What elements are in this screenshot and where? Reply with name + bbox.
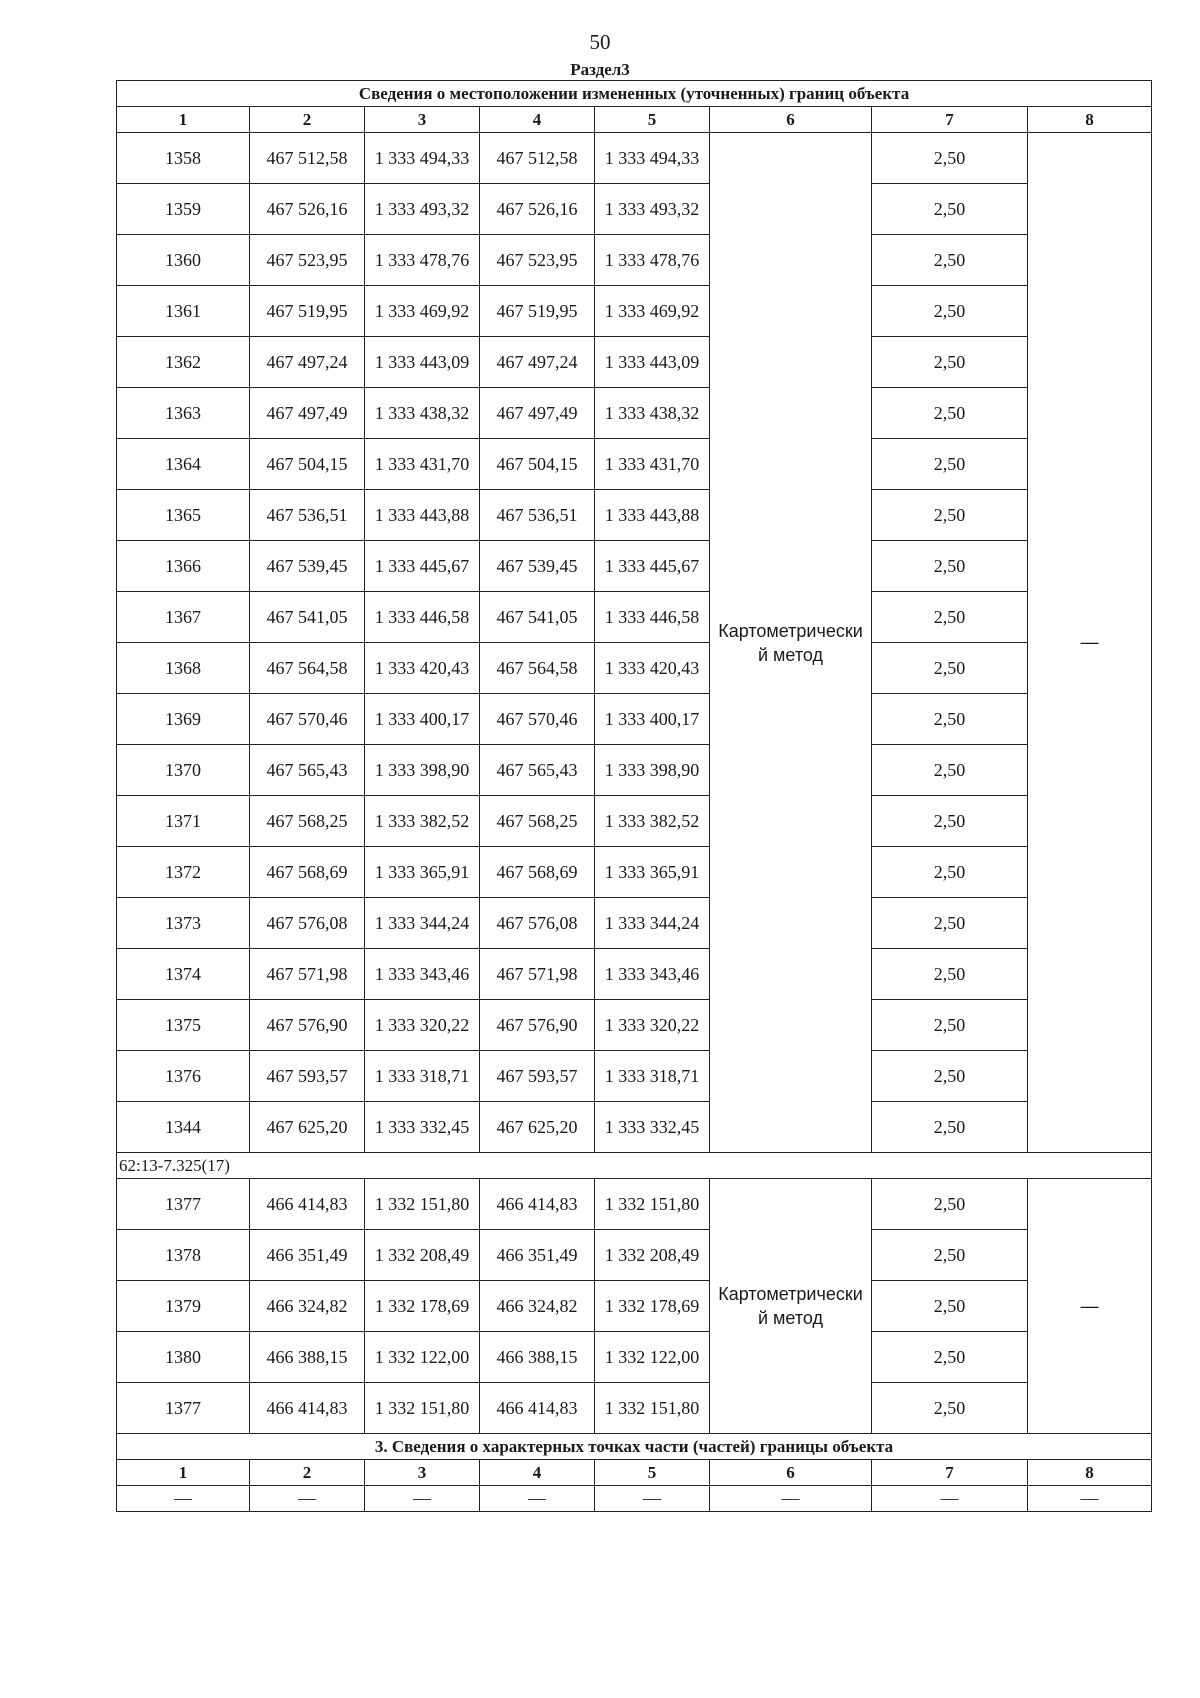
column-number: 5 [595,1460,710,1486]
column-number: 3 [365,107,480,133]
table-cell: 1 333 446,58 [595,592,710,643]
column-number: 1 [117,107,250,133]
table-cell: 1 333 446,58 [365,592,480,643]
table-cell: 1 333 494,33 [595,133,710,184]
table-cell: 2,50 [872,1383,1028,1434]
table-cell: 1 333 469,92 [595,286,710,337]
table-cell: 1 333 318,71 [365,1051,480,1102]
table-cell: 1379 [117,1281,250,1332]
table-cell: 467 565,43 [250,745,365,796]
table-cell: 2,50 [872,439,1028,490]
table-cell: 1 333 400,17 [365,694,480,745]
table-cell: 1 333 478,76 [365,235,480,286]
table-cell: 1 333 344,24 [595,898,710,949]
table-row [117,235,1152,286]
table-cell: 1 333 400,17 [595,694,710,745]
table-cell: 466 351,49 [480,1230,595,1281]
table-cell: 466 414,83 [250,1179,365,1230]
table-cell: 467 576,90 [480,1000,595,1051]
table-cell: 1 333 438,32 [365,388,480,439]
column-numbers-row [117,1460,1152,1486]
table-cell: 1 333 443,88 [365,490,480,541]
table-cell: 466 414,83 [480,1383,595,1434]
table-row [117,439,1152,490]
table-cell: 1371 [117,796,250,847]
table-cell: 1358 [117,133,250,184]
column-number: 1 [117,1460,250,1486]
table-cell: 2,50 [872,133,1028,184]
table-row [117,1179,1152,1230]
table-cell: 467 576,08 [480,898,595,949]
table-cell: 1365 [117,490,250,541]
table-row [117,1281,1152,1332]
table-cell: 1 333 443,88 [595,490,710,541]
table-cell: 1 333 332,45 [595,1102,710,1153]
table-row [117,1383,1152,1434]
table-cell: 1372 [117,847,250,898]
table-row [117,796,1152,847]
table-cell: 467 625,20 [480,1102,595,1153]
table-row [117,745,1152,796]
column-number: 6 [710,1460,872,1486]
table-cell: 1 333 382,52 [595,796,710,847]
table-cell: 466 388,15 [480,1332,595,1383]
table-cell: 1 333 344,24 [365,898,480,949]
table-cell: 1344 [117,1102,250,1153]
table-cell: 467 512,58 [250,133,365,184]
column-number: 7 [872,1460,1028,1486]
table-cell: 1374 [117,949,250,1000]
note-cell: — [1028,1179,1152,1434]
table-cell: 1364 [117,439,250,490]
table-cell: 1 332 151,80 [365,1383,480,1434]
table-cell: 467 526,16 [480,184,595,235]
table-cell: 467 497,49 [480,388,595,439]
table-cell: 2,50 [872,1332,1028,1383]
table-cell: 467 593,57 [250,1051,365,1102]
table-row [117,1000,1152,1051]
table-cell: 467 625,20 [250,1102,365,1153]
table-cell: 467 570,46 [250,694,365,745]
table-row [117,694,1152,745]
table-cell: 1360 [117,235,250,286]
table-cell: 467 539,45 [250,541,365,592]
table-cell: 1378 [117,1230,250,1281]
table-row [117,133,1152,184]
table-cell: 467 576,90 [250,1000,365,1051]
table-cell: 1 332 178,69 [365,1281,480,1332]
column-number: 8 [1028,1460,1152,1486]
table-cell: 1 332 208,49 [595,1230,710,1281]
table-cell: 467 570,46 [480,694,595,745]
table-cell: 467 504,15 [250,439,365,490]
table-cell: 1 332 151,80 [365,1179,480,1230]
dash-cell: — [872,1486,1028,1512]
table-row [117,898,1152,949]
table-row [117,337,1152,388]
part3-data-row [117,1486,1152,1512]
column-number: 5 [595,107,710,133]
table-cell: 467 519,95 [250,286,365,337]
column-number: 8 [1028,107,1152,133]
table-cell: 1 333 398,90 [365,745,480,796]
table-cell: 1373 [117,898,250,949]
table-cell: 1375 [117,1000,250,1051]
table-cell: 2,50 [872,235,1028,286]
table-cell: 1 332 122,00 [365,1332,480,1383]
table-cell: 467 497,24 [250,337,365,388]
column-number: 4 [480,107,595,133]
table-cell: 1 333 382,52 [365,796,480,847]
table-cell: 467 541,05 [250,592,365,643]
table-row [117,1051,1152,1102]
table-row [117,490,1152,541]
table-cell: 1367 [117,592,250,643]
table-cell: 2,50 [872,1051,1028,1102]
table-cell: 1368 [117,643,250,694]
table-cell: 2,50 [872,184,1028,235]
table-row [117,1102,1152,1153]
method-text-line1: Картометрически [718,1284,863,1304]
table-cell: 2,50 [872,490,1028,541]
table-cell: 2,50 [872,898,1028,949]
table-cell: 1 333 398,90 [595,745,710,796]
table-cell: 467 564,58 [250,643,365,694]
table-cell: 1 333 443,09 [365,337,480,388]
table-cell: 2,50 [872,286,1028,337]
table-row [117,592,1152,643]
table-cell: 1 333 343,46 [365,949,480,1000]
table-cell: 2,50 [872,643,1028,694]
table-cell: 467 512,58 [480,133,595,184]
table-cell: 467 526,16 [250,184,365,235]
table-cell: 1 332 122,00 [595,1332,710,1383]
table-cell: 466 351,49 [250,1230,365,1281]
table-cell: 2,50 [872,847,1028,898]
table-cell: 2,50 [872,1102,1028,1153]
table-cell: 1370 [117,745,250,796]
table-cell: 1 333 438,32 [595,388,710,439]
table-cell: 1 333 494,33 [365,133,480,184]
table-cell: 467 571,98 [250,949,365,1000]
column-number: 3 [365,1460,480,1486]
table-row [117,1332,1152,1383]
table-row [117,388,1152,439]
table-cell: 467 523,95 [480,235,595,286]
table-cell: 1 333 320,22 [365,1000,480,1051]
table-cell: 467 523,95 [250,235,365,286]
table-cell: 1 333 431,70 [365,439,480,490]
table-cell: 467 568,69 [250,847,365,898]
table-cell: 466 414,83 [480,1179,595,1230]
dash-cell: — [117,1486,250,1512]
table-cell: 1376 [117,1051,250,1102]
column-number: 2 [250,1460,365,1486]
table-row [117,286,1152,337]
table-cell: 2,50 [872,745,1028,796]
part3-title-row [117,1434,1152,1460]
dash-cell: — [365,1486,480,1512]
table-cell: 467 519,95 [480,286,595,337]
table-cell: 2,50 [872,592,1028,643]
table-cell: 467 564,58 [480,643,595,694]
table-cell: 1366 [117,541,250,592]
table-cell: 1 333 420,43 [365,643,480,694]
table-row [117,643,1152,694]
page-number: 50 [589,30,611,54]
table-cell: 466 324,82 [250,1281,365,1332]
table-title: Сведения о местоположении измененных (уточненных) границ объекта [117,81,1152,107]
table-row [117,184,1152,235]
table-cell: 2,50 [872,1000,1028,1051]
table-cell: 1 333 478,76 [595,235,710,286]
table-cell: 1 333 469,92 [365,286,480,337]
column-numbers-row [117,107,1152,133]
table-cell: 1 333 318,71 [595,1051,710,1102]
table-cell: 1377 [117,1383,250,1434]
method-cell [710,133,872,1153]
table-cell: 1 333 365,91 [595,847,710,898]
method-cell [710,1179,872,1434]
table-cell: 1362 [117,337,250,388]
table-cell: 1 332 178,69 [595,1281,710,1332]
boundary-table [116,80,1152,1512]
table-cell: 467 539,45 [480,541,595,592]
table-row [117,847,1152,898]
table-cell: 466 388,15 [250,1332,365,1383]
table-cell: 2,50 [872,1281,1028,1332]
table-cell: 1359 [117,184,250,235]
table-cell: 2,50 [872,1230,1028,1281]
table-cell: 467 565,43 [480,745,595,796]
table-cell: 1 333 443,09 [595,337,710,388]
table-cell: 1380 [117,1332,250,1383]
table-cell: 1 333 365,91 [365,847,480,898]
table-cell: 466 324,82 [480,1281,595,1332]
parcel-label: 62:13-7.325(17) [117,1153,1152,1179]
table-cell: 467 593,57 [480,1051,595,1102]
table-cell: 1 333 320,22 [595,1000,710,1051]
dash-cell: — [595,1486,710,1512]
dash-cell: — [710,1486,872,1512]
table-cell: 1 333 445,67 [365,541,480,592]
table-row [117,541,1152,592]
method-text-line1: Картометрически [718,620,863,641]
table-cell: 2,50 [872,694,1028,745]
table-cell: 1363 [117,388,250,439]
table-cell: 2,50 [872,949,1028,1000]
table-cell: 1 332 208,49 [365,1230,480,1281]
table-cell: 467 497,24 [480,337,595,388]
table-cell: 1 333 493,32 [365,184,480,235]
table-row [117,949,1152,1000]
table-cell: 467 568,25 [250,796,365,847]
dash-cell: — [1028,1486,1152,1512]
table-cell: 467 568,69 [480,847,595,898]
table-cell: 467 568,25 [480,796,595,847]
table-cell: 1 333 431,70 [595,439,710,490]
table-cell: 467 536,51 [480,490,595,541]
part3-title: 3. Сведения о характерных точках части (частей) границы объекта [117,1434,1152,1460]
table-cell: 2,50 [872,388,1028,439]
method-text-line2: й метод [757,1308,823,1328]
column-number: 7 [872,107,1028,133]
table-cell: 466 414,83 [250,1383,365,1434]
table-cell: 2,50 [872,541,1028,592]
table-cell: 467 536,51 [250,490,365,541]
table-cell: 1 333 445,67 [595,541,710,592]
table-cell: 467 576,08 [250,898,365,949]
table-cell: 1377 [117,1179,250,1230]
table-cell: 2,50 [872,337,1028,388]
table-cell: 2,50 [872,796,1028,847]
table-cell: 1 333 332,45 [365,1102,480,1153]
method-text-line2: й метод [757,644,823,665]
column-number: 2 [250,107,365,133]
section-title: Раздел3 [570,60,630,79]
dash-cell: — [480,1486,595,1512]
column-number: 4 [480,1460,595,1486]
column-number: 6 [710,107,872,133]
parcel-label-row [117,1153,1152,1179]
table-cell: 1361 [117,286,250,337]
table-cell: 1369 [117,694,250,745]
table-cell: 467 497,49 [250,388,365,439]
table-title-row [117,81,1152,107]
table-cell: 1 333 343,46 [595,949,710,1000]
dash-cell: — [250,1486,365,1512]
table-cell: 1 333 420,43 [595,643,710,694]
table-cell: 2,50 [872,1179,1028,1230]
table-cell: 1 332 151,80 [595,1179,710,1230]
note-cell: — [1028,133,1152,1153]
table-cell: 1 333 493,32 [595,184,710,235]
table-cell: 467 541,05 [480,592,595,643]
table-cell: 1 332 151,80 [595,1383,710,1434]
table-cell: 467 571,98 [480,949,595,1000]
table-row [117,1230,1152,1281]
table-cell: 467 504,15 [480,439,595,490]
